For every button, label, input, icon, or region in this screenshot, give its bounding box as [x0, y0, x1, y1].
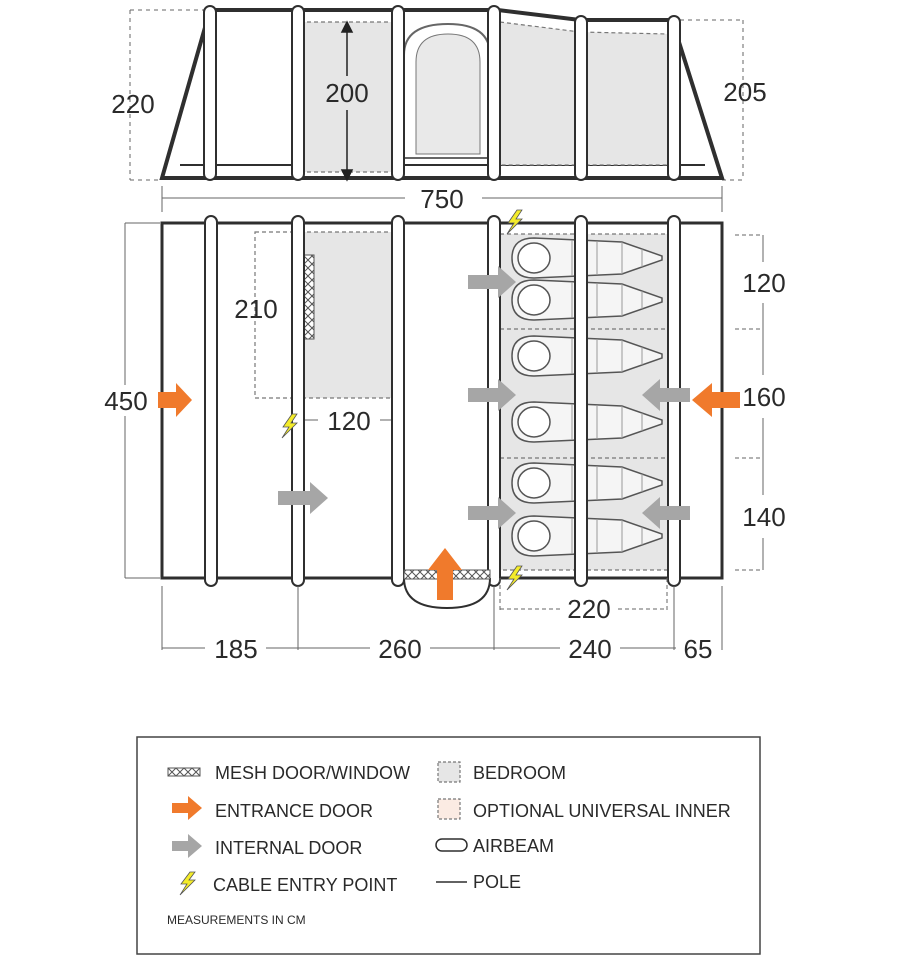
bedroom-3-label: 140 — [742, 502, 786, 532]
section-1-label: 185 — [214, 634, 258, 664]
legend-optional-inner-label: OPTIONAL UNIVERSAL INNER — [473, 801, 731, 821]
side-airbeam — [488, 6, 500, 180]
plan-living-width-label: 120 — [327, 406, 371, 436]
plan-living-mesh — [304, 255, 314, 339]
plan-living-depth-label: 210 — [234, 294, 278, 324]
plan-airbeam — [205, 216, 217, 586]
section-4-label: 65 — [683, 634, 713, 664]
side-airbeam — [204, 6, 216, 180]
section-3-label: 240 — [568, 634, 612, 664]
legend-bedroom-label: BEDROOM — [473, 763, 567, 783]
plan-airbeam — [392, 216, 404, 586]
section-2-label: 260 — [378, 634, 422, 664]
legend-internal-label: INTERNAL DOOR — [215, 838, 363, 858]
mesh-icon — [168, 768, 200, 776]
legend-airbeam-label: AIRBEAM — [473, 836, 555, 856]
legend-pole-label: POLE — [473, 872, 522, 892]
side-airbeam — [575, 16, 587, 180]
side-inner-height-label: 200 — [325, 78, 369, 108]
side-door-inner — [416, 34, 480, 154]
legend-mesh-label: MESH DOOR/WINDOW — [215, 763, 410, 783]
bedroom-width-label: 220 — [567, 594, 611, 624]
bedroom-2-label: 160 — [742, 382, 786, 412]
plan-width-label: 450 — [104, 386, 148, 416]
legend-footnote: MEASUREMENTS IN CM — [167, 913, 306, 927]
side-airbeam — [668, 16, 680, 180]
plan-airbeam — [575, 216, 587, 586]
bedroom-swatch-icon — [438, 762, 460, 782]
bedroom-1-label: 120 — [742, 268, 786, 298]
legend-entrance-label: ENTRANCE DOOR — [215, 801, 374, 821]
optional-inner-swatch-icon — [438, 799, 460, 819]
side-airbeam — [392, 6, 404, 180]
plan-airbeam — [292, 216, 304, 586]
legend — [137, 737, 760, 954]
floor-plan — [104, 210, 785, 664]
side-height-right-label: 205 — [723, 77, 767, 107]
legend-cable-label: CABLE ENTRY POINT — [213, 875, 398, 895]
side-length-label: 750 — [420, 184, 464, 214]
side-view — [111, 6, 766, 214]
airbeam-icon — [436, 839, 467, 851]
side-height-left-label: 220 — [111, 89, 155, 119]
side-airbeam — [292, 6, 304, 180]
